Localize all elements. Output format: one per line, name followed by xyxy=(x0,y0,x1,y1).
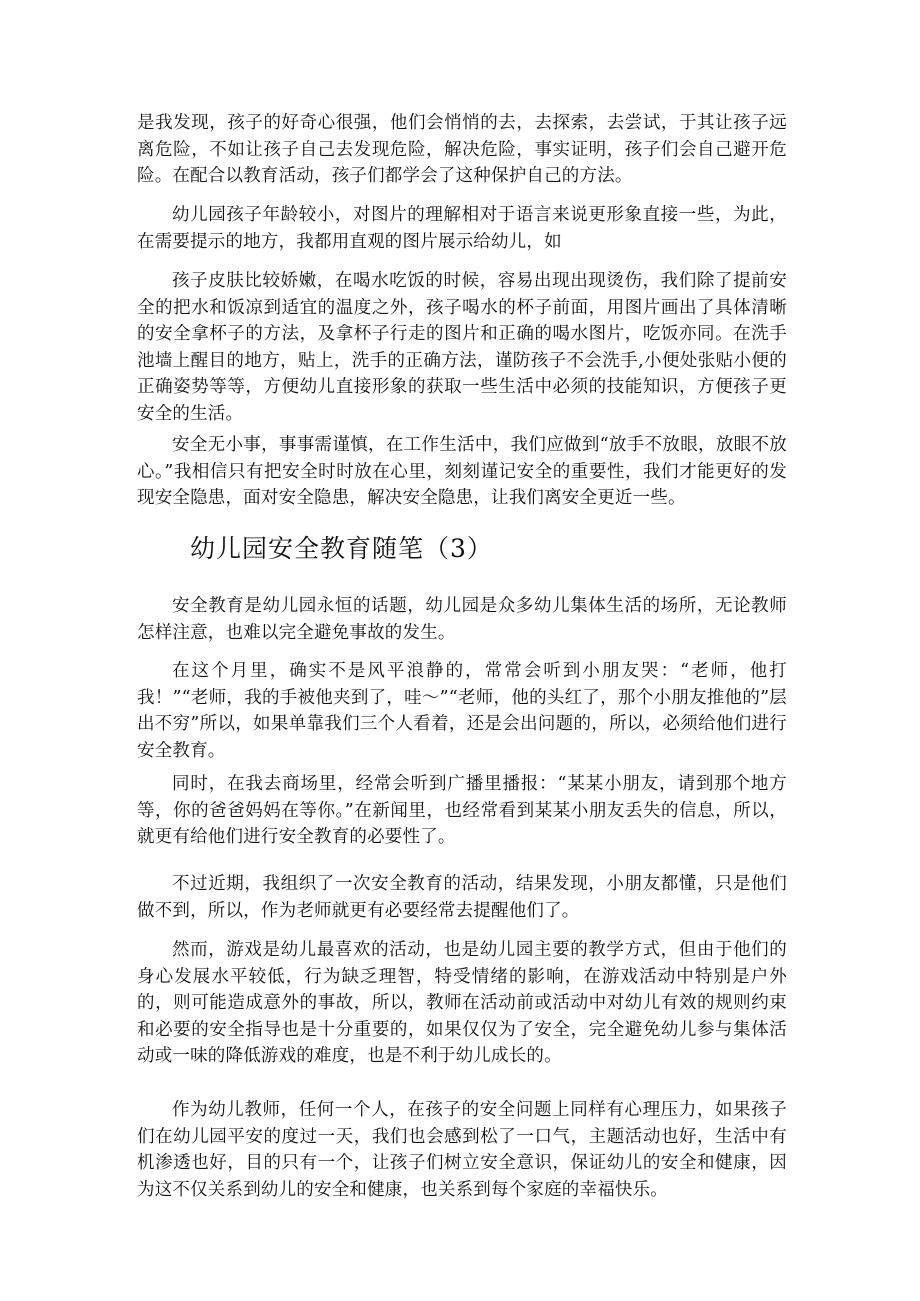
paragraph: 作为幼儿教师，任何一个人，在孩子的安全问题上同样有心理压力，如果孩子们在幼儿园平安的度过一天，我们也会感到松了一口气，主题活动也好，生活中有机渗透也好，目的只有一个，让孩子们树立安全意识，保证幼儿的安全和健康，因为这不仅关系到幼儿的安全和健康，也关系到每个家庭的幸福快乐。 xyxy=(137,1100,787,1200)
section-heading: 幼儿园安全教育随笔（3） xyxy=(190,534,493,563)
paragraph: 不过近期，我组织了一次安全教育的活动，结果发现，小朋友都懂，只是他们做不到，所以，作为老师就更有必要经常去提醒他们了。 xyxy=(137,874,787,921)
paragraph: 安全教育是幼儿园永恒的话题，幼儿园是众多幼儿集体生活的场所，无论教师怎样注意，也难以完全避免事故的发生。 xyxy=(137,596,787,643)
paragraph: 幼儿园孩子年龄较小，对图片的理解相对于语言来说更形象直接一些，为此，在需要提示的地方，我都用直观的图片展示给幼儿，如 xyxy=(137,205,787,252)
paragraph-continued: 是我发现，孩子的好奇心很强，他们会悄悄的去，去探索，去尝试，于其让孩子远离危险，不如让孩子自己去发现危险，解决危险，事实证明，孩子们会自己避开危险。在配合以教育活动，孩子们都学会了这种保护自己的方法。 xyxy=(137,113,787,186)
paragraph: 在这个月里，确实不是风平浪静的，常常会听到小朋友哭：“老师，他打我！”“老师，我的手被他夹到了，哇～”“老师，他的头红了，那个小朋友推他的”层出不穷”所以，如果单靠我们三个人看着，还是会出问题的，所以，必须给他们进行安全教育。 xyxy=(137,661,787,761)
paragraph: 安全无小事，事事需谨慎，在工作生活中，我们应做到“放手不放眼，放眼不放心。”我相信只有把安全时时放在心里，刻刻谨记安全的重要性，我们才能更好的发现安全隐患，面对安全隐患，解决安全隐患，让我们离安全更近一些。 xyxy=(137,435,787,508)
paragraph: 孩子皮肤比较娇嫩，在喝水吃饭的时候，容易出现出现烫伤，我们除了提前安全的把水和饭凉到适宜的温度之外，孩子喝水的杯子前面，用图片画出了具体清晰的安全拿杯子的方法，及拿杯子行走的图片和正确的喝水图片，吃饭亦同。在洗手池墙上醒目的地方，贴上，洗手的正确方法，谨防孩子不会洗手,小便处张贴小便的正确姿势等等，方便幼儿直接形象的获取一些生活中必须的技能知识，方便孩子更安全的生活。 xyxy=(137,271,787,424)
paragraph: 同时，在我去商场里，经常会听到广播里播报：“某某小朋友，请到那个地方等，你的爸爸妈妈在等你。”在新闻里，也经常看到某某小朋友丢失的信息，所以，就更有给他们进行安全教育的必要性了。 xyxy=(137,774,787,847)
paragraph: 然而，游戏是幼儿最喜欢的活动，也是幼儿园主要的教学方式，但由于他们的身心发展水平较低，行为缺乏理智，特受情绪的影响，在游戏活动中特别是户外的，则可能造成意外的事故，所以，教师在活动前或活动中对幼儿有效的规则约束和必要的安全指导也是十分重要的，如果仅仅为了安全，完全避免幼儿参与集体活动或一味的降低游戏的难度，也是不利于幼儿成长的。 xyxy=(137,940,787,1066)
